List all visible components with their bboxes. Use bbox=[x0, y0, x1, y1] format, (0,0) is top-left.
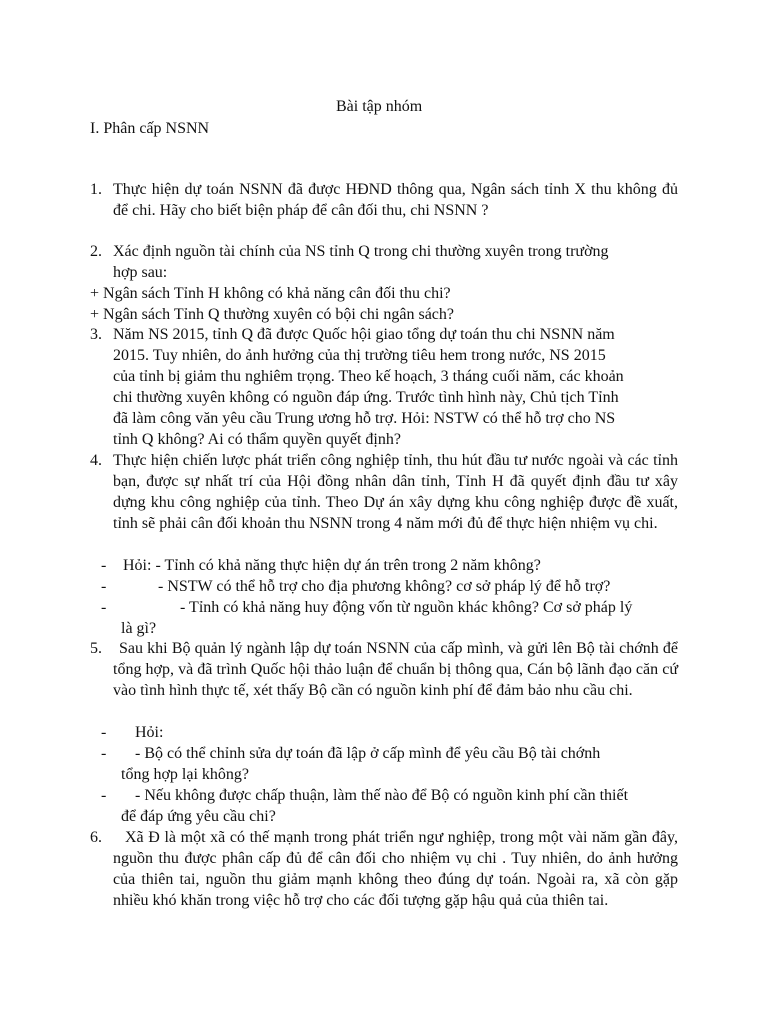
q5-sub-2-line-1: - Nếu không được chấp thuận, làm thế nào để Bộ có nguồn kinh phí cần thiết bbox=[135, 787, 629, 804]
q3-line-1: Năm NS 2015, tỉnh Q đã được Quốc hội giao tổng dự toán thu chi NSNN năm bbox=[113, 326, 615, 343]
q1-number: 1. bbox=[90, 181, 102, 198]
q4-dash-1: - bbox=[101, 557, 107, 574]
q5-number: 5. bbox=[90, 640, 102, 657]
q5-dash-2: - bbox=[101, 745, 107, 762]
q4-ask-1: Hỏi: - Tỉnh có khả năng thực hiện dự án trên trong 2 năm không? bbox=[123, 557, 541, 574]
q5-sub-2-line-2: để đáp ứng yêu cầu chi? bbox=[121, 808, 276, 825]
q3-line-5: đã làm công văn yêu cầu Trung ương hỗ trợ. Hỏi: NSTW có thể hỗ trợ cho NS bbox=[113, 410, 616, 427]
q5-dash-1: - bbox=[101, 724, 107, 741]
q3-line-6: tỉnh Q không? Ai có thẩm quyền quyết định? bbox=[113, 431, 401, 448]
q3-line-2: 2015. Tuy nhiên, do ảnh hưởng của thị trường tiêu hem trong nước, NS 2015 bbox=[113, 347, 606, 364]
q4-ask-3-line-1: - Tỉnh có khả năng huy động vốn từ nguồn khác không? Cơ sở pháp lý bbox=[180, 599, 633, 616]
q1-text: Thực hiện dự toán NSNN đã được HĐND thông qua, Ngân sách tỉnh X thu không đủ để chi. Hãy cho biết biện pháp để cân đối thu, chi NSNN ? bbox=[113, 181, 678, 219]
q4-number: 4. bbox=[90, 452, 102, 469]
q3-line-4: chi thường xuyên không có nguồn đáp ứng. Trước tình hình này, Chủ tịch Tỉnh bbox=[113, 389, 619, 406]
q6-number: 6. bbox=[90, 829, 102, 846]
q4-dash-2: - bbox=[101, 578, 107, 595]
q3-number: 3. bbox=[90, 326, 102, 343]
q6-text: Xã Đ là một xã có thế mạnh trong phát triển ngư nghiệp, trong một vài năm gần đây, nguồn thu được phân cấp đủ để cân đối cho nhiệm vụ chi . Tuy nhiên, do ảnh hưởng của thiên tai, nguồn thu giảm mạnh không theo đúng dự toán. Ngoài ra, xã còn gặp nhiều khó khăn trong việc hỗ trợ cho các đối tượng gặp hậu quả của thiên tai. bbox=[113, 829, 678, 909]
q2-line-1: Xác định nguồn tài chính của NS tỉnh Q trong chi thường xuyên trong trường bbox=[113, 243, 609, 260]
q2-case-1: + Ngân sách Tỉnh H không có khả năng cân đối thu chi? bbox=[90, 285, 451, 302]
q4-dash-3: - bbox=[101, 599, 107, 616]
q5-sub-1-line-2: tổng hợp lại không? bbox=[121, 766, 249, 783]
section-heading: I. Phân cấp NSNN bbox=[90, 120, 210, 137]
q2-line-2: hợp sau: bbox=[113, 264, 168, 281]
q5-text: Sau khi Bộ quản lý ngành lập dự toán NSNN của cấp mình, và gửi lên Bộ tài chớnh để tổng hợp, và đã trình Quốc hội thảo luận để chuẩn bị thông qua, Cán bộ lãnh đạo căn cứ vào tình hình thực tế, xét thấy Bộ cần có nguồn kinh phí để đảm bảo nhu cầu chi. bbox=[113, 640, 678, 699]
q3-line-3: của tỉnh bị giảm thu nghiêm trọng. Theo kế hoạch, 3 tháng cuối năm, các khoản bbox=[113, 368, 624, 385]
q5-dash-3: - bbox=[101, 787, 107, 804]
q4-ask-2: - NSTW có thể hỗ trợ cho địa phương không? cơ sở pháp lý để hỗ trợ? bbox=[158, 578, 611, 595]
q5-sub-1-line-1: - Bộ có thể chỉnh sửa dự toán đã lập ở cấp mình để yêu cầu Bộ tài chớnh bbox=[135, 745, 601, 762]
q5-ask: Hỏi: bbox=[135, 724, 164, 741]
q2-case-2: + Ngân sách Tỉnh Q thường xuyên có bội chi ngân sách? bbox=[90, 306, 454, 323]
q2-number: 2. bbox=[90, 243, 102, 260]
q4-ask-3-line-2: là gì? bbox=[121, 620, 157, 637]
document-title: Bài tập nhóm bbox=[336, 98, 423, 115]
q4-text: Thực hiện chiến lược phát triển công nghiệp tỉnh, thu hút đầu tư nước ngoài và các tỉnh bạn, được sự nhất trí của Hội đồng nhân dân tỉnh, Tỉnh H đã quyết định đầu tư xây dựng khu công nghiệp của tỉnh. Theo Dự án xây dựng khu công nghiệp được đề xuất, tỉnh sẽ phải cân đối khoản thu NSNN trong 4 năm mới đủ để thực hiện nhiệm vụ chi. bbox=[113, 452, 678, 532]
